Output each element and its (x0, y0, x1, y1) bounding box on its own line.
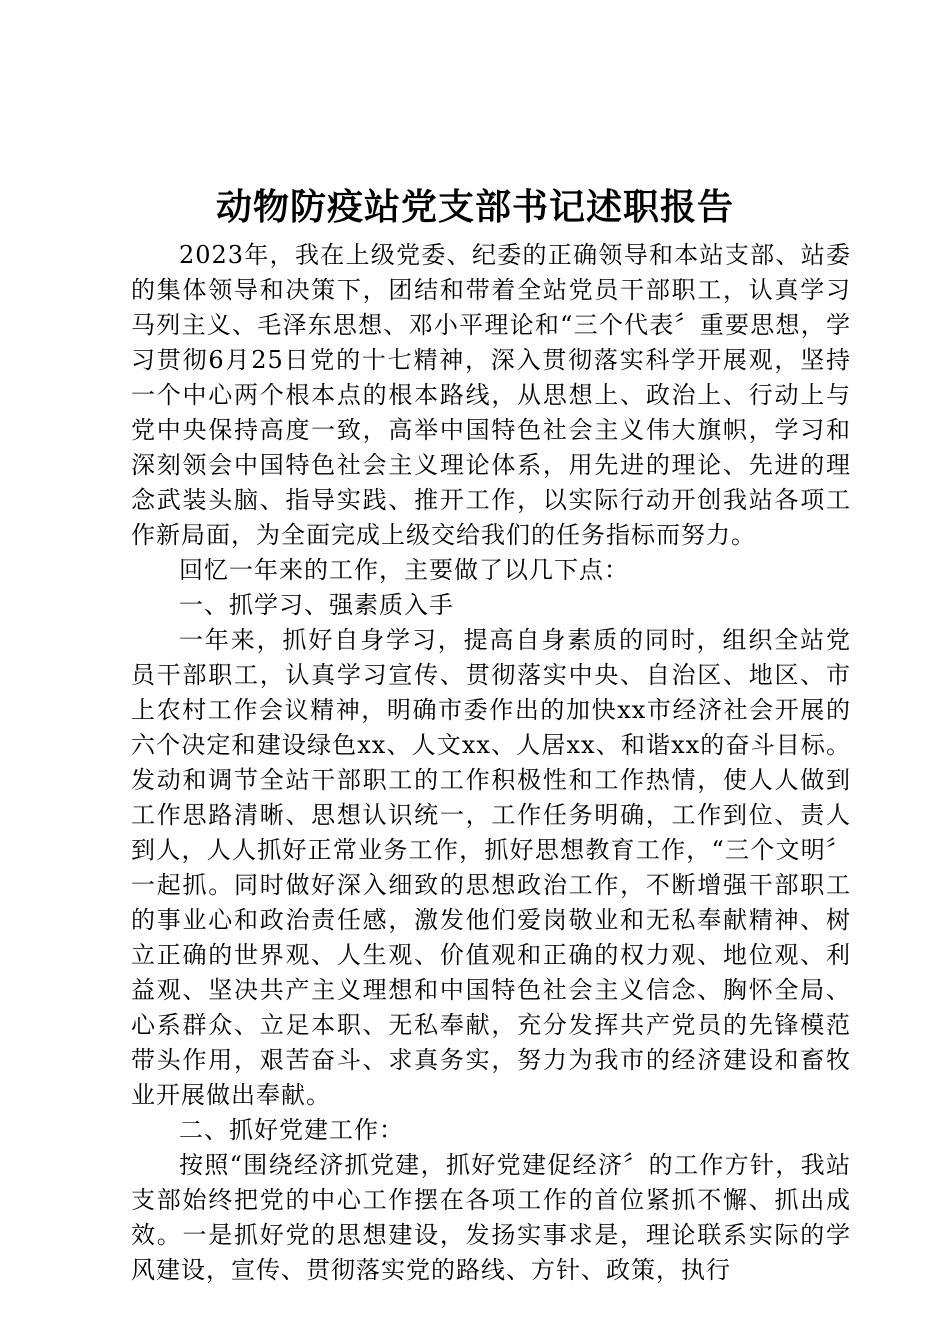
document-title: 动物防疫站党支部书记述职报告 (215, 186, 734, 228)
paragraph-section-1: 一年来，抓好自身学习，提高自身素质的同时，组织全站党员干部职工，认真学习宣传、贯彻落实中央、自治区、地区、市上农村工作会议精神，明确市委作出的加快xx市经济社会开展的六个决定和建设绿色xx、人文xx、人居xx、和谐xx的奋斗目标。发动和调节全站干部职工的工作积极性和工作热情，使人人做到工作思路清晰、思想认识统一，工作任务明确，工作到位、责人到人，人人抓好正常业务工作，抓好思想教育工作，“三个文明〞一起抓。同时做好深入细致的思想政治工作，不断增强干部职工的事业心和政治责任感，激发他们爱岗敬业和无私奉献精神、树立正确的世界观、人生观、价值观和正确的权力观、地位观、利益观、坚决共产主义理想和中国特色社会主义信念、胸怀全局、心系群众、立足本职、无私奉献，充分发挥共产党员的先锋模范带头作用，艰苦奋斗、求真务实，努力为我市的经济建设和畜牧业开展做出奉献。 (131, 626, 851, 1109)
paragraph-review: 回忆一年来的工作，主要做了以几下点： (179, 556, 629, 584)
document-body (131, 238, 851, 1288)
section-heading-2: 二、抓好党建工作： (179, 1116, 404, 1144)
paragraph-intro: 2023年，我在上级党委、纪委的正确领导和本站支部、站委的集体领导和决策下，团结和带着全站党员干部职工，认真学习马列主义、毛泽东思想、邓小平理论和“三个代表〞重要思想，学习贯彻6月25日党的十七精神，深入贯彻落实科学开展观，坚持一个中心两个根本点的根本路线，从思想上、政治上、行动上与党中央保持高度一致，高举中国特色社会主义伟大旗帜，学习和深刻领会中国特色社会主义理论体系，用先进的理论、先进的理念武装头脑、指导实践、推开工作，以实际行动开创我站各项工作新局面，为全面完成上级交给我们的任务指标而努力。 (131, 241, 851, 549)
paragraph-section-2: 按照“围绕经济抓党建，抓好党建促经济〞的工作方针，我站支部始终把党的中心工作摆在各项工作的首位紧抓不懈、抓出成效。一是抓好党的思想建设，发扬实事求是，理论联系实际的学风建设，宣传、贯彻落实党的路线、方针、政策，执行 (131, 1151, 851, 1284)
section-heading-1: 一、抓学习、强素质入手 (179, 591, 454, 619)
